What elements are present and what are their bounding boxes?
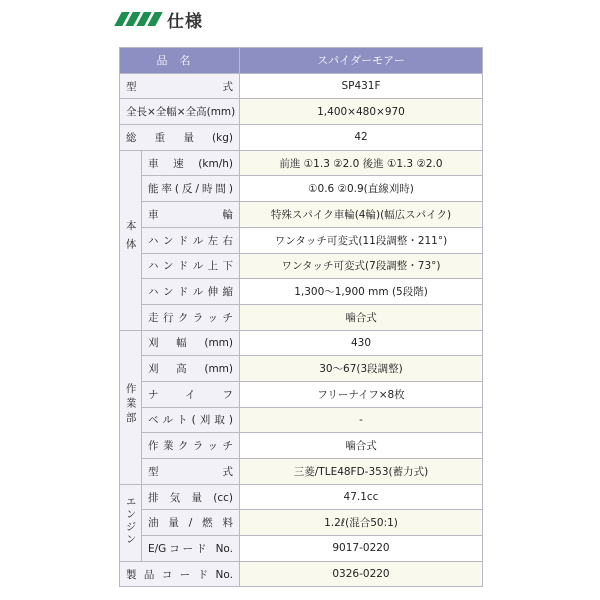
- row-value: 42: [240, 125, 483, 151]
- row-value: 47.1cc: [240, 484, 483, 510]
- table-row: [120, 202, 483, 228]
- table-row: [120, 484, 483, 510]
- row-value: フリーナイフ×8枚: [240, 381, 483, 407]
- row-value: 430: [240, 330, 483, 356]
- row-label: ナイフ: [142, 381, 240, 407]
- page-title: 仕様: [167, 11, 203, 32]
- row-value: 1.2ℓ(混合50:1): [240, 510, 483, 536]
- row-label: 全長×全幅×全高(mm): [120, 99, 240, 125]
- table-row: [120, 176, 483, 202]
- table-row: [120, 304, 483, 330]
- row-label: 型式: [142, 459, 240, 485]
- row-value: 9017-0220: [240, 536, 483, 562]
- table-row: [120, 99, 483, 125]
- row-value: 噛合式: [240, 304, 483, 330]
- table-row: [120, 510, 483, 536]
- stripes-icon: [118, 12, 159, 26]
- table-row: [120, 150, 483, 176]
- row-value: SP431F: [240, 73, 483, 99]
- row-label: 能率(反/時間): [142, 176, 240, 202]
- row-value: 特殊スパイク車輪(4輪)(幅広スパイク): [240, 202, 483, 228]
- row-value: -: [240, 407, 483, 433]
- row-label: ハンドル上下: [142, 253, 240, 279]
- table-row: [120, 459, 483, 485]
- table-row: [120, 381, 483, 407]
- row-value: ワンタッチ可変式(11段調整・211°): [240, 227, 483, 253]
- header-value: スパイダーモアー: [240, 48, 483, 74]
- row-label: ハンドル左右: [142, 227, 240, 253]
- table-row: [120, 433, 483, 459]
- row-label: 走行クラッチ: [142, 304, 240, 330]
- row-value: 0326-0220: [240, 561, 483, 587]
- row-label: ハンドル伸縮: [142, 279, 240, 305]
- row-label: 製品コードNo.: [120, 561, 240, 587]
- table-row: [120, 561, 483, 587]
- row-value: ①0.6 ②0.9(直線刈時): [240, 176, 483, 202]
- row-label: E/Gコード No.: [142, 536, 240, 562]
- row-value: 前進 ①1.3 ②2.0 後進 ①1.3 ②2.0: [240, 150, 483, 176]
- table-row: [120, 330, 483, 356]
- row-label: ベルト(刈取): [142, 407, 240, 433]
- table-row: [120, 356, 483, 382]
- row-value: 噛合式: [240, 433, 483, 459]
- row-label: 総重量(kg): [120, 125, 240, 151]
- row-label: 油量/燃料: [142, 510, 240, 536]
- table-row: [120, 407, 483, 433]
- row-label: 排気量(cc): [142, 484, 240, 510]
- group-label-work: 作業部: [120, 330, 142, 484]
- table-row: [120, 536, 483, 562]
- table-row: [120, 73, 483, 99]
- row-label: 車速(km/h): [142, 150, 240, 176]
- row-value: ワンタッチ可変式(7段調整・73°): [240, 253, 483, 279]
- header-label: 品名: [120, 48, 240, 74]
- table-header-row: [120, 48, 483, 74]
- row-label: 刈幅(mm): [142, 330, 240, 356]
- row-value: 1,400×480×970: [240, 99, 483, 125]
- section-heading: [118, 4, 203, 34]
- table-row: [120, 125, 483, 151]
- row-label: 型式: [120, 73, 240, 99]
- row-label: 車輪: [142, 202, 240, 228]
- group-label-engine: エンジン: [120, 484, 142, 561]
- group-label-body: 本体: [120, 150, 142, 330]
- row-value: 30～67(3段調整): [240, 356, 483, 382]
- table-row: [120, 227, 483, 253]
- table-row: [120, 279, 483, 305]
- row-label: 刈高(mm): [142, 356, 240, 382]
- row-value: 三菱/TLE48FD-353(蓄力式): [240, 459, 483, 485]
- row-label: 作業クラッチ: [142, 433, 240, 459]
- spec-table: [119, 47, 483, 587]
- row-value: 1,300～1,900 mm (5段階): [240, 279, 483, 305]
- table-row: [120, 253, 483, 279]
